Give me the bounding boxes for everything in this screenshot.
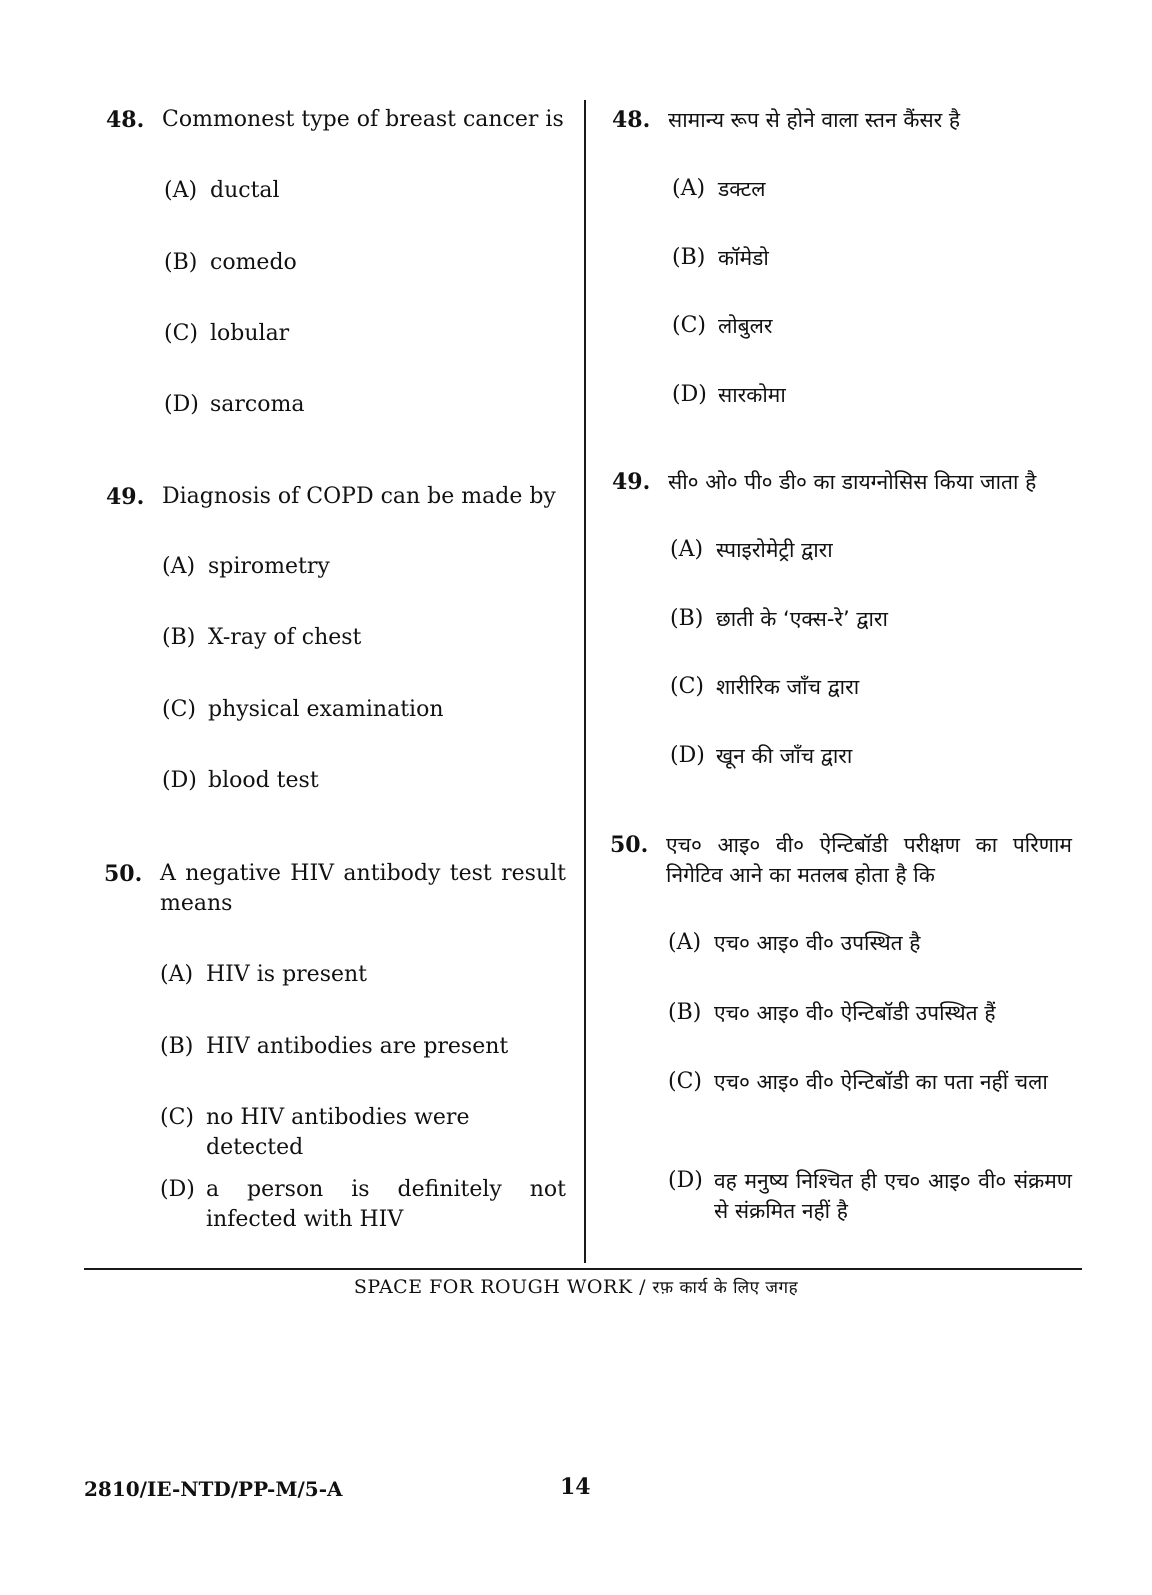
question-number: 48. xyxy=(106,107,145,133)
option-text: एच० आइ० वी० ऐन्टिबॉडी उपस्थित हैं xyxy=(714,1001,996,1025)
option-text: spirometry xyxy=(208,554,330,579)
option-d xyxy=(672,380,786,410)
question-50-hi xyxy=(610,830,1072,890)
question-text: Diagnosis of COPD can be made by xyxy=(162,484,556,509)
question-number: 49. xyxy=(612,469,651,495)
option-a xyxy=(160,960,367,990)
column-divider xyxy=(584,100,586,1263)
option-letter: (B) xyxy=(672,245,706,270)
option-c xyxy=(162,695,444,725)
option-letter: (A) xyxy=(670,537,704,562)
rough-work-english: SPACE FOR ROUGH WORK xyxy=(353,1276,633,1298)
option-text: comedo xyxy=(210,250,297,275)
option-text: एच० आइ० वी० उपस्थित है xyxy=(714,931,921,955)
option-text: X-ray of chest xyxy=(208,625,362,650)
option-text: HIV antibodies are present xyxy=(206,1034,509,1059)
option-letter: (C) xyxy=(160,1105,194,1130)
question-48-hi xyxy=(612,105,1082,135)
option-text: सारकोमा xyxy=(718,383,786,407)
question-number: 49. xyxy=(106,484,145,510)
question-text: एच० आइ० वी० ऐन्टिबॉडी परीक्षण का परिणाम निगेटिव आने का मतलब होता है कि xyxy=(666,833,1072,887)
option-text: no HIV antibodies were detected xyxy=(206,1105,470,1160)
option-letter: (B) xyxy=(668,1000,702,1025)
question-49-hi xyxy=(612,467,1082,497)
option-letter: (C) xyxy=(164,321,198,346)
option-b xyxy=(162,623,361,653)
option-d xyxy=(670,741,852,771)
option-b xyxy=(672,243,769,273)
option-letter: (C) xyxy=(668,1069,702,1094)
question-text: A negative HIV antibody test result means xyxy=(160,861,566,916)
option-letter: (A) xyxy=(668,930,702,955)
option-letter: (A) xyxy=(164,178,198,203)
option-d xyxy=(160,1175,566,1235)
option-letter: (D) xyxy=(670,743,705,768)
option-c xyxy=(670,672,859,702)
option-d xyxy=(162,766,319,796)
option-text: छाती के ‘एक्स-रे’ द्वारा xyxy=(716,607,888,631)
question-number: 50. xyxy=(610,832,649,858)
option-c xyxy=(668,1067,1072,1097)
option-a xyxy=(162,552,330,582)
question-50-en xyxy=(104,859,566,919)
option-text: sarcoma xyxy=(210,392,305,417)
option-b xyxy=(164,248,297,278)
option-letter: (A) xyxy=(162,554,196,579)
question-text: सामान्य रूप से होने वाला स्तन कैंसर है xyxy=(668,108,961,132)
option-a xyxy=(672,174,766,204)
option-text: लोबुलर xyxy=(718,314,773,338)
question-number: 50. xyxy=(104,861,143,887)
rough-work-separator: / xyxy=(639,1276,646,1298)
option-b xyxy=(160,1032,508,1062)
option-text: physical examination xyxy=(208,697,444,722)
option-a xyxy=(670,535,833,565)
option-text: स्पाइरोमेट्री द्वारा xyxy=(716,538,833,562)
option-letter: (B) xyxy=(160,1034,194,1059)
option-text: ductal xyxy=(210,178,280,203)
option-letter: (B) xyxy=(162,625,196,650)
option-text: blood test xyxy=(208,768,319,793)
option-letter: (B) xyxy=(164,250,198,275)
question-number: 48. xyxy=(612,107,651,133)
option-text: a person is definitely not infected with HIV xyxy=(206,1177,566,1232)
option-letter: (D) xyxy=(160,1177,195,1202)
option-text: खून की जाँच द्वारा xyxy=(716,744,853,768)
option-letter: (C) xyxy=(672,313,706,338)
option-letter: (D) xyxy=(672,382,707,407)
option-c xyxy=(672,311,773,341)
option-letter: (A) xyxy=(672,176,706,201)
option-a xyxy=(668,928,920,958)
option-letter: (D) xyxy=(162,768,197,793)
option-c xyxy=(160,1103,572,1163)
option-letter: (C) xyxy=(162,697,196,722)
option-d xyxy=(164,390,304,420)
question-text: सी० ओ० पी० डी० का डायग्नोसिस किया जाता है xyxy=(668,470,1037,494)
question-text: Commonest type of breast cancer is xyxy=(162,107,564,132)
option-b xyxy=(670,604,888,634)
option-text: शारीरिक जाँच द्वारा xyxy=(716,675,860,699)
rough-work-hindi: रफ़ कार्य के लिए जगह xyxy=(652,1278,799,1298)
option-letter: (B) xyxy=(670,606,704,631)
option-text: कॉमेडो xyxy=(718,246,769,270)
option-letter: (A) xyxy=(160,962,194,987)
question-49-en xyxy=(106,482,572,512)
option-c xyxy=(164,319,289,349)
rough-work-divider xyxy=(84,1268,1082,1270)
page-number: 14 xyxy=(560,1474,591,1500)
option-text: lobular xyxy=(210,321,290,346)
option-text: डक्टल xyxy=(718,177,766,201)
option-b xyxy=(668,998,995,1028)
option-d xyxy=(668,1166,1072,1226)
rough-work-label xyxy=(0,1275,1152,1298)
option-text: HIV is present xyxy=(206,962,368,987)
option-letter: (C) xyxy=(670,674,704,699)
option-text: एच० आइ० वी० ऐन्टिबॉडी का पता नहीं चला xyxy=(714,1070,1048,1094)
option-letter: (D) xyxy=(164,392,199,417)
question-48-en xyxy=(106,105,572,135)
option-text: वह मनुष्य निश्चित ही एच० आइ० वी० संक्रमण से संक्रमित नहीं है xyxy=(714,1169,1072,1223)
option-letter: (D) xyxy=(668,1168,703,1193)
option-a xyxy=(164,176,280,206)
paper-code: 2810/IE-NTD/PP-M/5-A xyxy=(84,1477,343,1501)
